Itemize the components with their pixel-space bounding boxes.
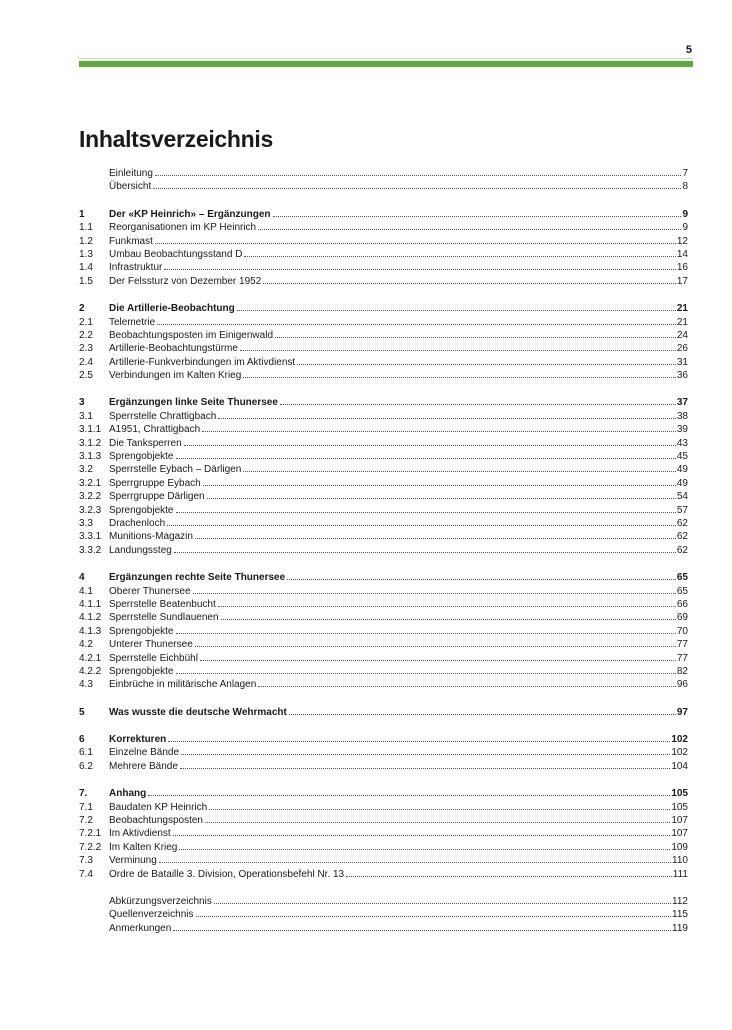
toc-entry[interactable] (79, 787, 688, 800)
toc-entry[interactable] (79, 585, 688, 598)
toc-entry-number: 3.1.1 (79, 424, 102, 436)
toc-entry-page: 104 (671, 760, 688, 772)
toc-entry[interactable] (79, 922, 688, 935)
toc-entry-page: 62 (676, 544, 688, 556)
toc-entry-title: Anmerkungen (109, 922, 172, 934)
toc-entry[interactable] (79, 437, 688, 450)
dot-leader (258, 686, 676, 687)
toc-entry[interactable] (79, 316, 688, 329)
toc-entry-page: 107 (671, 815, 688, 827)
toc-entry-page: 69 (676, 612, 688, 624)
toc-entry-title: Artillerie-Beobachtungstürme (109, 343, 238, 355)
toc-entry-page: 38 (676, 410, 688, 422)
dot-leader (167, 525, 676, 526)
toc-entry-number: 1.1 (79, 222, 93, 234)
toc-entry-title: Die Artillerie-Beobachtung (109, 303, 235, 315)
toc-entry-page: 82 (676, 665, 688, 677)
dot-leader (289, 714, 676, 715)
toc-entry-number: 2.2 (79, 329, 93, 341)
toc-entry-title: Sprengobjekte (109, 504, 174, 516)
toc-entry-number: 6 (79, 734, 85, 746)
toc-entry-title: Ergänzungen linke Seite Thunersee (109, 397, 278, 409)
dot-leader (184, 445, 676, 446)
toc-entry-title: Mehrere Bände (109, 760, 178, 772)
toc-entry[interactable] (79, 678, 688, 691)
dot-leader (173, 930, 671, 931)
toc-entry-title: Sperrstelle Sundlauenen (109, 612, 219, 624)
toc-entry-page: 21 (676, 303, 688, 315)
toc-entry-page: 57 (676, 504, 688, 516)
toc-entry[interactable] (79, 706, 688, 719)
toc-entry[interactable] (79, 221, 688, 234)
toc-entry-page: 7 (682, 168, 688, 179)
toc-entry-page: 112 (672, 895, 688, 907)
toc-entry[interactable] (79, 369, 688, 382)
toc-entry-title: Korrekturen (109, 734, 167, 746)
dot-leader (202, 431, 676, 432)
toc-entry-title: Im Kalten Krieg (109, 841, 178, 853)
toc-entry-number: 3.1.2 (79, 437, 102, 449)
dot-leader (221, 619, 676, 620)
toc-entry-page: 37 (676, 397, 688, 409)
toc-entry-title: Verminung (109, 855, 157, 867)
toc-entry-title: Sprengobjekte (109, 451, 174, 463)
toc-entry-number: 4.1.1 (79, 598, 102, 610)
toc-entry-number: 7.2.2 (79, 841, 102, 853)
toc-entry-title: Sperrgruppe Därligen (109, 491, 205, 503)
toc-entry-number: 1.3 (79, 248, 93, 260)
page-number: 5 (685, 44, 692, 56)
toc-entry-page: 24 (676, 329, 688, 341)
toc-entry[interactable] (79, 665, 688, 678)
toc-entry-number: 7. (79, 788, 88, 800)
toc-entry-page: 110 (672, 855, 688, 867)
toc-entry[interactable] (79, 208, 688, 221)
page-title: Inhaltsverzeichnis (79, 126, 274, 152)
toc-entry-title: Munitions-Magazin (109, 531, 193, 543)
toc-entry-title: Baudaten KP Heinrich (109, 801, 208, 813)
dot-leader (168, 741, 670, 742)
toc-entry-page: 16 (676, 262, 688, 274)
toc-entry-number: 3.2 (79, 464, 93, 476)
toc-entry-number: 1.5 (79, 275, 93, 287)
toc-entry[interactable] (79, 356, 688, 369)
toc-entry-page: 107 (671, 828, 688, 840)
toc-entry-page: 77 (676, 652, 688, 664)
toc-entry-title: Landungssteg (109, 544, 172, 556)
toc-entry-page: 109 (671, 841, 688, 853)
toc-entry-title: Einleitung (109, 168, 153, 179)
toc-entry-title: Funkmast (109, 235, 153, 247)
dot-leader (200, 660, 676, 661)
toc-entry-title: Anhang (109, 788, 147, 800)
toc-entry-page: 21 (676, 316, 688, 328)
toc-entry-number: 3.3.2 (79, 544, 102, 556)
toc-entry[interactable] (79, 801, 688, 814)
toc-entry[interactable] (79, 652, 688, 665)
dot-leader (205, 822, 670, 823)
toc-entry-title: Die Tanksperren (109, 437, 182, 449)
toc-entry[interactable] (79, 329, 688, 342)
dot-leader (287, 579, 676, 580)
dot-leader (218, 606, 676, 607)
toc-entry[interactable] (79, 423, 688, 436)
toc-entry-title: Beobachtungsposten im Einigenwald (109, 329, 273, 341)
toc-entry-title: Reorganisationen im KP Heinrich (109, 222, 257, 234)
toc-entry[interactable] (79, 450, 688, 463)
toc-entry-number: 3 (79, 397, 85, 409)
dot-leader (155, 243, 676, 244)
dot-leader (179, 849, 670, 850)
toc-entry-number: 2 (79, 303, 85, 315)
toc-entry-page: 54 (676, 491, 688, 503)
toc-entry[interactable] (79, 477, 688, 490)
toc-entry-number: 4.3 (79, 679, 93, 691)
toc-entry-number: 3.2.1 (79, 477, 102, 489)
toc-entry[interactable] (79, 908, 688, 921)
header-green-rule (79, 61, 693, 67)
dot-leader (258, 229, 681, 230)
toc-entry[interactable] (79, 396, 688, 409)
toc-entry-title: Übersicht (109, 181, 152, 193)
toc-entry-title: A1951, Chrattigbach (109, 424, 201, 436)
toc-entry[interactable] (79, 638, 688, 651)
toc-entry[interactable] (79, 167, 688, 180)
toc-entry-page: 65 (676, 585, 688, 597)
toc-entry-page: 12 (676, 235, 688, 247)
toc-entry-page: 77 (676, 639, 688, 651)
toc-entry-number: 3.2.2 (79, 491, 102, 503)
toc-entry-number: 3.1 (79, 410, 93, 422)
toc-entry-number: 4.1.3 (79, 625, 102, 637)
toc-entry[interactable] (79, 854, 688, 867)
toc-entry-number: 7.3 (79, 855, 93, 867)
toc-entry[interactable] (79, 598, 688, 611)
toc-entry[interactable] (79, 841, 688, 854)
toc-entry-title: Sperrstelle Beatenbucht (109, 598, 216, 610)
dot-leader (174, 552, 676, 553)
dot-leader (180, 768, 670, 769)
dot-leader (195, 538, 676, 539)
toc-entry-page: 62 (676, 531, 688, 543)
toc-entry[interactable] (79, 733, 688, 746)
toc-entry-number: 2.4 (79, 356, 93, 368)
toc-entry[interactable] (79, 760, 688, 773)
dot-leader (155, 175, 682, 176)
toc-entry-number: 4 (79, 572, 85, 584)
toc-entry-title: Im Aktivdienst (109, 828, 171, 840)
dot-leader (164, 269, 676, 270)
toc-entry[interactable] (79, 180, 688, 193)
dot-leader (218, 418, 676, 419)
dot-leader (214, 903, 671, 904)
toc-entry-page: 8 (682, 181, 688, 193)
toc-entry-number: 3.3 (79, 517, 93, 529)
toc-entry-title: Sperrstelle Chrattigbach (109, 410, 217, 422)
toc-entry-page: 17 (676, 275, 688, 287)
dot-leader (243, 471, 676, 472)
dot-leader (181, 754, 670, 755)
toc-entry-number: 1.4 (79, 262, 93, 274)
toc-entry-title: Sperrstelle Eichbühl (109, 652, 198, 664)
dot-leader (275, 337, 676, 338)
dot-leader (243, 377, 676, 378)
toc-entry-page: 43 (676, 437, 688, 449)
dot-leader (176, 673, 676, 674)
toc-entry-number: 4.2 (79, 639, 93, 651)
dot-leader (176, 458, 676, 459)
toc-entry-title: Sprengobjekte (109, 665, 174, 677)
toc-entry-title: Der «KP Heinrich» – Ergänzungen (109, 208, 271, 220)
toc-entry-page: 39 (676, 424, 688, 436)
toc-entry-page: 49 (676, 477, 688, 489)
dot-leader (153, 188, 681, 189)
toc-entry-number: 4.2.1 (79, 652, 102, 664)
toc-entry-title: Einzelne Bände (109, 747, 180, 759)
toc-entry[interactable] (79, 827, 688, 840)
dot-leader (273, 216, 682, 217)
toc-entry-number: 7.2.1 (79, 828, 102, 840)
toc-entry-title: Einbrüche in militärische Anlagen (109, 679, 257, 691)
toc-entry-title: Infrastruktur (109, 262, 163, 274)
dot-leader (237, 310, 676, 311)
dot-leader (173, 835, 671, 836)
toc-entry-page: 119 (672, 922, 688, 934)
toc-entry[interactable] (79, 544, 688, 557)
toc-entry-page: 115 (672, 909, 688, 921)
toc-entry-title: Ordre de Bataille 3. Division, Operationsbefehl Nr. 13 (109, 868, 345, 880)
dot-leader (157, 324, 676, 325)
dot-leader (207, 498, 676, 499)
toc-entry-number: 4.1 (79, 585, 93, 597)
toc-entry[interactable] (79, 248, 688, 261)
dot-leader (176, 512, 676, 513)
toc-entry-page: 9 (682, 222, 688, 234)
dot-leader (263, 283, 676, 284)
toc-entry-page: 31 (676, 356, 688, 368)
toc-entry-title: Sprengobjekte (109, 625, 174, 637)
toc-entry-title: Quellenverzeichnis (109, 909, 194, 921)
toc-entry[interactable] (79, 410, 688, 423)
toc-entry-title: Der Felssturz von Dezember 1952 (109, 275, 262, 287)
toc-entry-number: 2.1 (79, 316, 93, 328)
toc-entry[interactable] (79, 530, 688, 543)
toc-entry-title: Beobachtungsposten (109, 815, 203, 827)
toc-entry[interactable] (79, 235, 688, 248)
dot-leader (209, 809, 670, 810)
toc-entry-title: Oberer Thunersee (109, 585, 191, 597)
toc-entry-number: 2.5 (79, 370, 93, 382)
toc-entry-title: Telemetrie (109, 316, 156, 328)
toc-entry-number: 7.2 (79, 815, 93, 827)
toc-entry-title: Unterer Thunersee (109, 639, 193, 651)
toc-entry[interactable] (79, 490, 688, 503)
dot-leader (196, 916, 672, 917)
toc-entry-page: 97 (676, 706, 688, 718)
dot-leader (240, 350, 676, 351)
toc-entry-title: Sperrstelle Eybach – Därligen (109, 464, 242, 476)
toc-entry-page: 70 (676, 625, 688, 637)
toc-entry-number: 4.1.2 (79, 612, 102, 624)
toc-entry[interactable] (79, 895, 688, 908)
toc-entry-page: 105 (671, 801, 688, 813)
header-thin-rule (79, 58, 693, 59)
dot-leader (244, 256, 675, 257)
toc-entry[interactable] (79, 275, 688, 288)
toc-entry[interactable] (79, 611, 688, 624)
toc-entry-page: 36 (676, 370, 688, 382)
toc-entry-title: Ergänzungen rechte Seite Thunersee (109, 572, 286, 584)
toc-entry-number: 6.1 (79, 747, 93, 759)
toc-entry-number: 3.3.1 (79, 531, 102, 543)
toc-entry-title: Abkürzungsverzeichnis (109, 895, 212, 907)
toc-entry-page: 45 (676, 451, 688, 463)
toc-entry[interactable] (79, 517, 688, 530)
toc-entry-page: 105 (671, 788, 688, 800)
toc-entry[interactable] (79, 342, 688, 355)
dot-leader (148, 795, 670, 796)
toc-entry-title: Sperrgruppe Eybach (109, 477, 201, 489)
toc-entry-page: 62 (676, 517, 688, 529)
toc-entry[interactable] (79, 302, 688, 315)
dot-leader (195, 646, 676, 647)
toc-entry-page: 26 (676, 343, 688, 355)
table-of-contents (79, 167, 688, 935)
dot-leader (203, 485, 676, 486)
toc-entry-number: 7.4 (79, 868, 93, 880)
toc-entry-title: Was wusste die deutsche Wehrmacht (109, 706, 287, 718)
toc-entry-number: 1.2 (79, 235, 93, 247)
toc-entry-number: 7.1 (79, 801, 93, 813)
toc-entry-page: 65 (676, 572, 688, 584)
toc-entry[interactable] (79, 504, 688, 517)
toc-entry[interactable] (79, 746, 688, 759)
toc-entry-page: 111 (672, 868, 688, 880)
dot-leader (297, 364, 676, 365)
toc-entry-page: 9 (682, 208, 688, 220)
toc-entry-number: 1 (79, 208, 85, 220)
dot-leader (159, 862, 671, 863)
dot-leader (176, 633, 676, 634)
toc-entry-number: 6.2 (79, 760, 93, 772)
toc-entry[interactable] (79, 463, 688, 476)
toc-entry-page: 102 (671, 734, 688, 746)
toc-entry-page: 49 (676, 464, 688, 476)
dot-leader (280, 404, 676, 405)
toc-entry[interactable] (79, 625, 688, 638)
toc-entry-page: 102 (671, 747, 688, 759)
toc-entry-title: Drachenloch (109, 517, 166, 529)
toc-entry-page: 14 (676, 248, 688, 260)
toc-entry[interactable] (79, 571, 688, 584)
toc-entry-number: 3.2.3 (79, 504, 102, 516)
toc-entry-number: 2.3 (79, 343, 93, 355)
toc-entry-number: 3.1.3 (79, 451, 102, 463)
toc-entry-title: Artillerie-Funkverbindungen im Aktivdienst (109, 356, 296, 368)
toc-entry-page: 96 (676, 679, 688, 691)
toc-entry-page: 66 (676, 598, 688, 610)
toc-entry-title: Umbau Beobachtungsstand D (109, 248, 243, 260)
toc-entry-number: 5 (79, 706, 85, 718)
dot-leader (346, 876, 672, 877)
toc-entry[interactable] (79, 868, 688, 881)
dot-leader (193, 593, 676, 594)
toc-entry-title: Verbindungen im Kalten Krieg (109, 370, 242, 382)
toc-entry[interactable] (79, 261, 688, 274)
toc-entry[interactable] (79, 814, 688, 827)
toc-entry-number: 4.2.2 (79, 665, 102, 677)
